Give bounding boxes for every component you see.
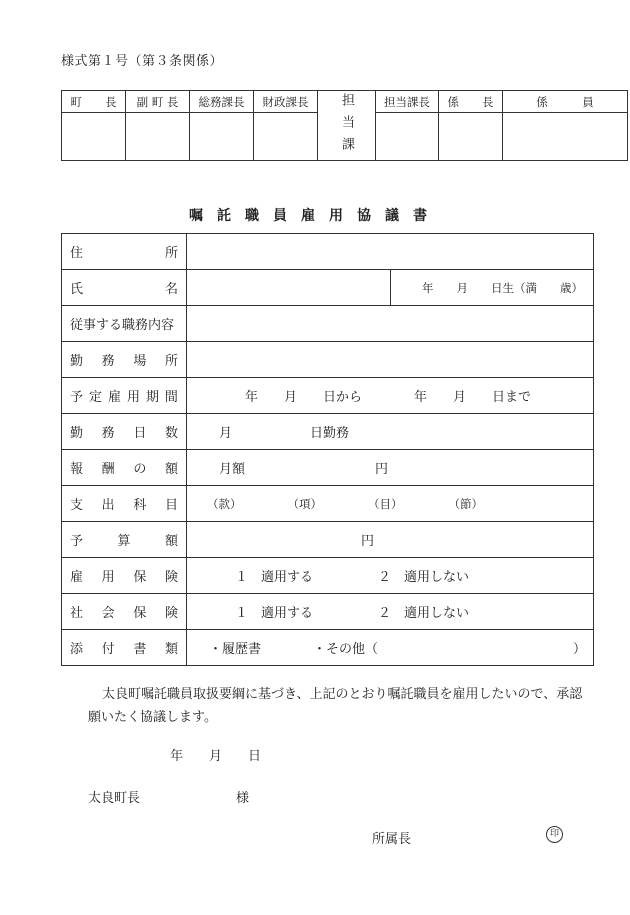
label-text	[70, 350, 178, 369]
label-char: 会	[101, 606, 115, 621]
label-char: 保	[133, 570, 147, 585]
label-char: 日	[133, 426, 147, 441]
label-char: 社	[70, 606, 84, 621]
field-working-days: 月 日勤務	[187, 414, 594, 450]
label-text	[70, 494, 178, 513]
approval-header-finance-chief: 財政課長	[254, 91, 318, 113]
row-label-remuneration	[62, 450, 187, 486]
agreement-table	[61, 233, 594, 666]
label-char: 氏	[70, 282, 84, 297]
label-char: 険	[164, 570, 178, 585]
field-name	[187, 270, 391, 306]
form-number: 様式第１号（第３条関係）	[61, 54, 224, 69]
table-row	[62, 522, 594, 558]
table-row	[62, 414, 594, 450]
field-birthdate: 年 月 日生（満 歳）	[390, 270, 594, 306]
field-attachments: ・履歴書 ・その他（ ）	[187, 630, 594, 666]
table-row	[62, 306, 594, 342]
stamp-box-mayor	[62, 113, 126, 161]
table-row	[62, 342, 594, 378]
row-label-social-insurance	[62, 594, 187, 630]
addressee: 太良町長	[88, 791, 141, 806]
date-line: 年 月 日	[170, 749, 262, 764]
label-char: 用	[126, 390, 140, 405]
table-row	[62, 234, 594, 270]
label-text	[70, 638, 178, 657]
label-char: 間	[164, 390, 178, 405]
label-char: 科	[133, 498, 147, 513]
label-char: 数	[164, 426, 178, 441]
table-row	[62, 486, 594, 522]
label-char: 場	[133, 354, 147, 369]
approval-header-responsible-section: 担当課	[318, 91, 376, 161]
label-char: 予	[70, 534, 84, 549]
label-char: 所	[164, 246, 178, 261]
label-char: 酬	[101, 462, 115, 477]
table-row	[62, 378, 594, 414]
label-char: の	[133, 462, 147, 477]
label-text	[70, 530, 178, 549]
label-char: 類	[164, 642, 178, 657]
stamp-box-staff	[503, 113, 628, 161]
row-label-address	[62, 234, 187, 270]
field-employment-period: 年 月 日から 年 月 日まで	[187, 378, 594, 414]
label-char: 出	[101, 498, 115, 513]
label-text	[70, 278, 178, 297]
field-expenditure-item: （款） （項） （目） （節）	[187, 486, 594, 522]
table-row	[62, 630, 594, 666]
row-label-working-days	[62, 414, 187, 450]
label-text	[70, 242, 178, 261]
label-char: 期	[145, 390, 159, 405]
label-text: 従事する職務内容	[70, 318, 175, 333]
label-char: 予	[70, 390, 84, 405]
stamp-box-section-chief	[376, 113, 439, 161]
row-label-duties	[62, 306, 187, 342]
row-label-attachments	[62, 630, 187, 666]
approval-header-general-affairs-chief: 総務課長	[190, 91, 254, 113]
row-label-budget	[62, 522, 187, 558]
approval-stamp-grid	[61, 90, 628, 161]
label-char: 所	[164, 354, 178, 369]
table-row	[62, 558, 594, 594]
agreement-paragraph	[88, 683, 588, 729]
label-char: 支	[70, 498, 84, 513]
label-char: 定	[88, 390, 102, 405]
field-social-insurance: １ 適用する ２ 適用しない	[187, 594, 594, 630]
approval-header-deputy-mayor: 副 町 長	[126, 91, 190, 113]
label-char: 添	[70, 642, 84, 657]
label-char: 住	[70, 246, 84, 261]
label-text	[70, 566, 178, 585]
label-char: 保	[133, 606, 147, 621]
label-char: 算	[117, 534, 131, 549]
stamp-box-deputy-mayor	[126, 113, 190, 161]
label-char: 額	[164, 462, 178, 477]
label-text	[70, 458, 178, 477]
label-char: 目	[164, 498, 178, 513]
document-title: 嘱託職員雇用協議書	[189, 208, 441, 224]
label-char: 付	[101, 642, 115, 657]
label-char: 報	[70, 462, 84, 477]
approval-header-staff: 係 員	[503, 91, 628, 113]
label-char: 務	[101, 354, 115, 369]
field-workplace	[187, 342, 594, 378]
label-char: 務	[101, 426, 115, 441]
label-char: 険	[164, 606, 178, 621]
paragraph-text: 太良町嘱託職員取扱要綱に基づき、上記のとおり嘱託職員を雇用したいので、承認願いたく協議します。	[88, 687, 583, 725]
row-label-name	[62, 270, 187, 306]
stamp-box-general-affairs-chief	[190, 113, 254, 161]
row-label-workplace	[62, 342, 187, 378]
approval-header-mayor: 町 長	[62, 91, 126, 113]
field-address	[187, 234, 594, 270]
table-row	[62, 270, 594, 306]
label-char: 雇	[107, 390, 121, 405]
field-employment-insurance: １ 適用する ２ 適用しない	[187, 558, 594, 594]
label-text	[70, 386, 178, 405]
stamp-box-subsection-chief	[439, 113, 503, 161]
field-duties	[187, 306, 594, 342]
table-row	[62, 450, 594, 486]
seal-mark: 印	[546, 826, 563, 843]
row-label-expenditure-item	[62, 486, 187, 522]
label-text	[70, 422, 178, 441]
row-label-employment-insurance	[62, 558, 187, 594]
field-remuneration: 月額 円	[187, 450, 594, 486]
label-char: 雇	[70, 570, 84, 585]
field-budget: 円	[187, 522, 594, 558]
row-label-employment-period	[62, 378, 187, 414]
honorific: 様	[236, 791, 250, 806]
department-head: 所属長	[372, 832, 412, 847]
label-char: 用	[101, 570, 115, 585]
label-char: 額	[164, 534, 178, 549]
label-char: 書	[133, 642, 147, 657]
approval-header-subsection-chief: 係 長	[439, 91, 503, 113]
label-char: 名	[164, 282, 178, 297]
label-text	[70, 602, 178, 621]
table-row	[62, 594, 594, 630]
stamp-box-finance-chief	[254, 113, 318, 161]
label-char: 勤	[70, 354, 84, 369]
label-char: 勤	[70, 426, 84, 441]
approval-header-section-chief: 担当課長	[376, 91, 439, 113]
